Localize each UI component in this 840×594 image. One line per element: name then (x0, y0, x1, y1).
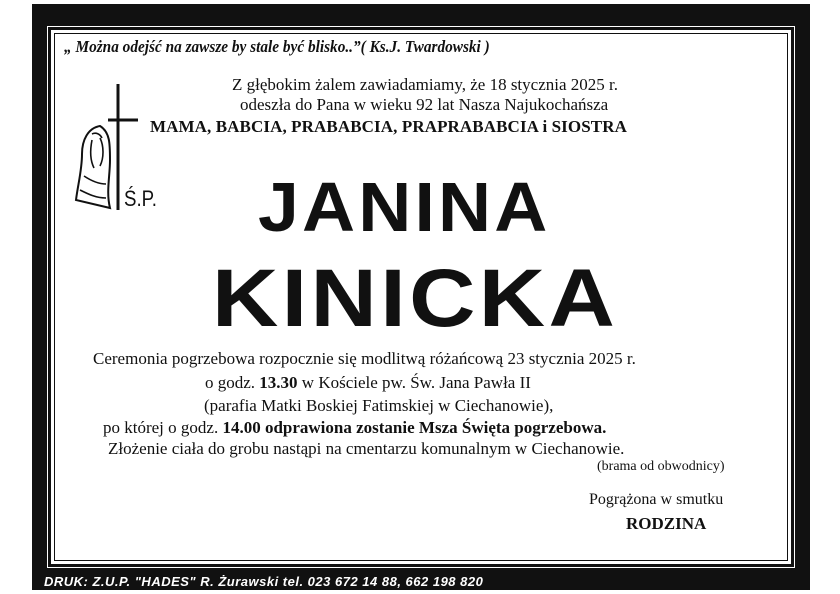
deceased-first-name: JANINA (258, 168, 551, 246)
ceremony-line-2-prefix: o godz. (205, 373, 260, 392)
ceremony-line-1: Ceremonia pogrzebowa rozpocznie się modlitwą różańcową 23 stycznia 2025 r. (93, 349, 636, 368)
ceremony-line-4 (103, 419, 606, 436)
ceremony-line-2-suffix: w Kościele pw. Św. Jana Pawła II (297, 373, 531, 392)
deceased-last-name: KINICKA (212, 253, 619, 344)
ceremony-time: 13.30 (259, 373, 298, 392)
signature-family: RODZINA (626, 514, 707, 533)
quote: „ Można odejść na zawsze by stale być blisko..”( Ks.J. Twardowski ) (64, 37, 490, 56)
mass-info: 14.00 odprawiona zostanie Msza Święta pogrzebowa. (222, 418, 607, 437)
printer-footer: DRUK: Z.U.P. "HADES" R. Żurawski tel. 023 672 14 88, 662 198 820 (44, 574, 484, 589)
ceremony-line-5: Złożenie ciała do grobu nastąpi na cmentarzu komunalnym w Ciechanowie. (108, 439, 625, 458)
relationship-line: MAMA, BABCIA, PRABABCIA, PRAPRABABCIA i SIOSTRA (150, 117, 627, 136)
signature-line-1: Pogrążona w smutku (589, 491, 724, 508)
ceremony-line-2 (205, 374, 531, 391)
ceremony-line-4-prefix: po której o godz. (103, 418, 223, 437)
announcement-line-2: odeszła do Pana w wieku 92 lat Nasza Najukochańsza (240, 95, 609, 114)
sp-label: Ś.P. (124, 186, 157, 211)
announcement-line-1: Z głębokim żalem zawiadamiamy, że 18 stycznia 2025 r. (232, 75, 618, 94)
ceremony-line-3: (parafia Matki Boskiej Fatimskiej w Ciechanowie), (204, 396, 554, 415)
ceremony-line-6: (brama od obwodnicy) (597, 459, 725, 474)
